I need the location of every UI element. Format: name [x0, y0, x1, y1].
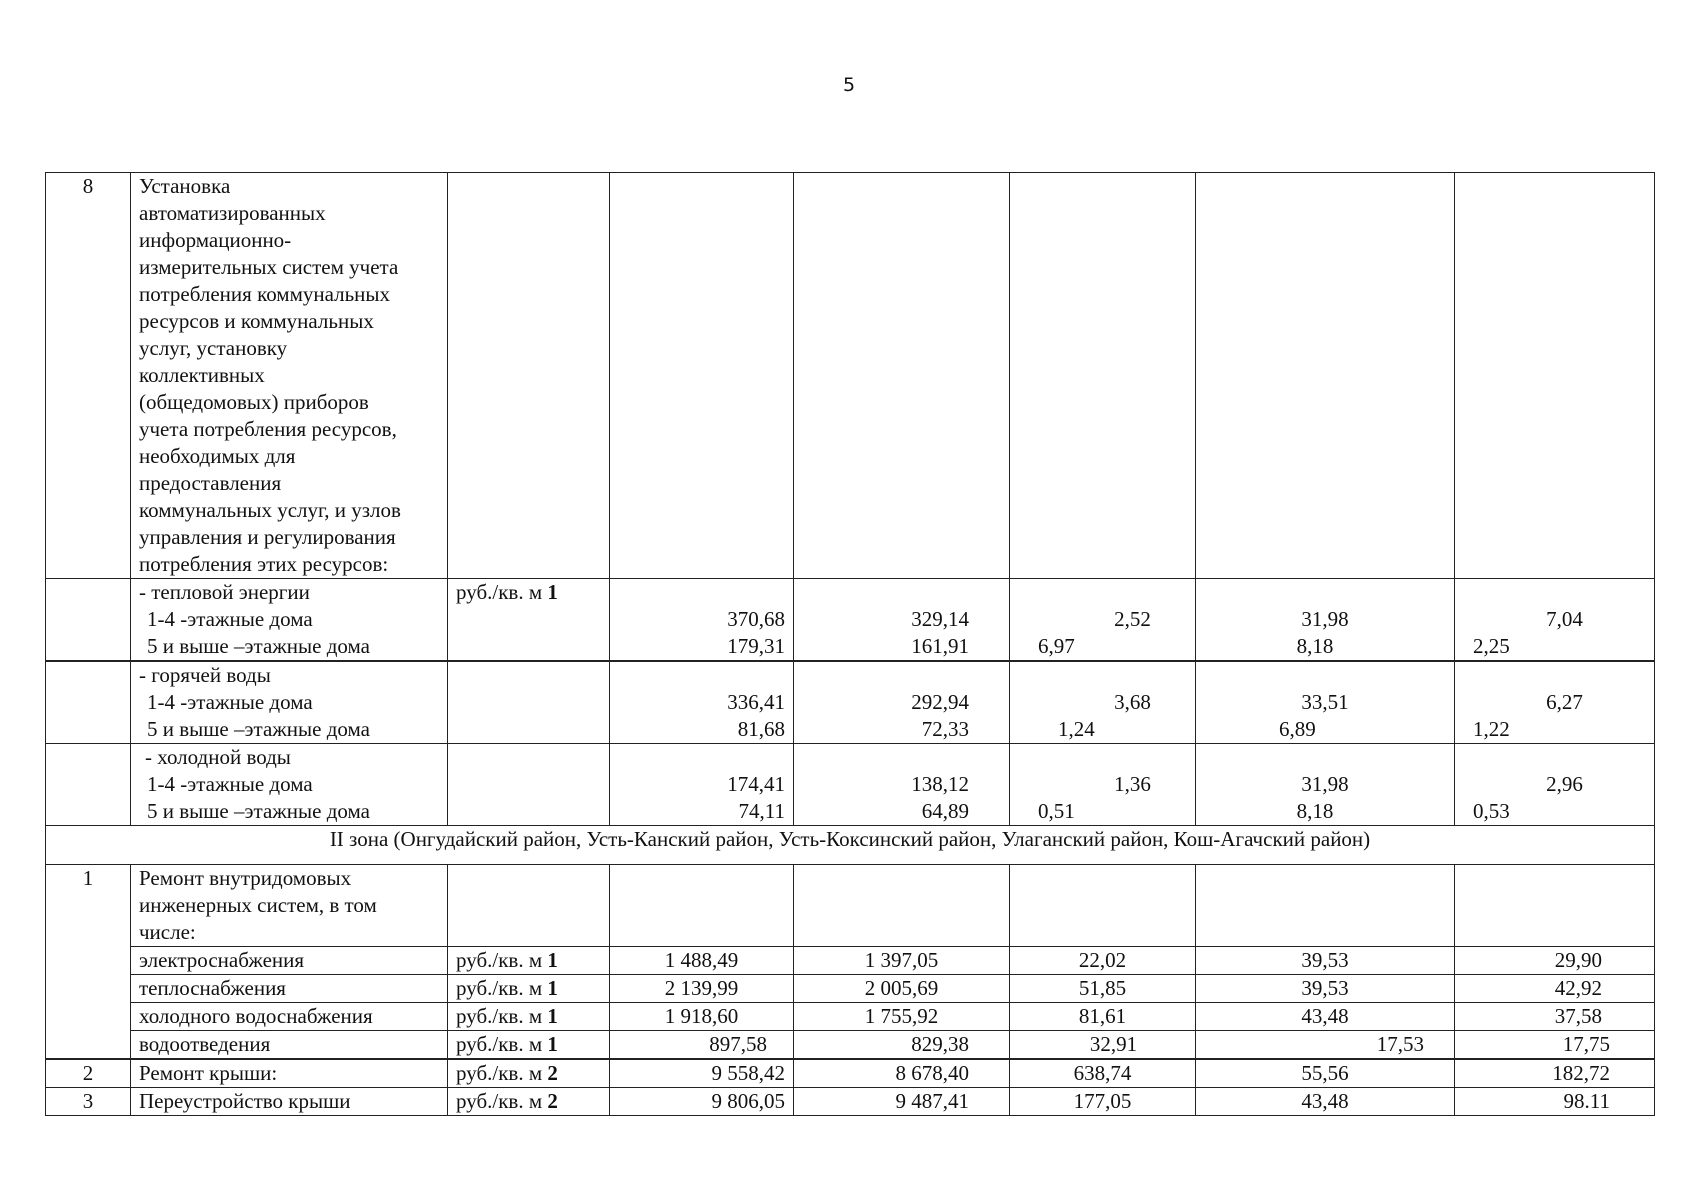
section-1-header-row: [46, 865, 1655, 947]
row-number: 1: [46, 865, 131, 1060]
group-cold-water-row: - холодной воды 1-4 -этажные дома 5 и выше –этажные дома 174,41 74,11 138,12 64,89 1,36 0,51 31,98 8,18 2,96 0,53: [46, 744, 1655, 826]
zone-2-title: II зона (Онгудайский район, Усть-Канский район, Усть-Коксинский район, Улаганский район, Кош-Агачский район): [46, 826, 1655, 865]
section-1-title: Ремонт внутридомовых инженерных систем, в том числе:: [131, 865, 448, 947]
group-hot-water-row: - горячей воды 1-4 -этажные дома 5 и выше –этажные дома 336,41 81,68 292,94 72,33 3,68 1,24 33,51 6,89 6,27 1,22: [46, 661, 1655, 744]
table-row: электроснабжения руб./кв. м 1 1 488,49 1 397,05 22,02 39,53 29,90: [46, 947, 1655, 975]
group-heat-row: - тепловой энергии 1-4 -этажные дома 5 и выше –этажные дома руб./кв. м 1 370,68 179,31 329,14 161,91 2,52 6,97 31,98 8,18 7,04 2,25: [46, 579, 1655, 662]
section-8-title: Установка автоматизированных информационно- измерительных систем учета потребления коммунальных ресурсов и коммунальных услуг, установку коллективных (общедомовых) приборов учета потребления ресурсов, необходимых для предоставления коммунальных услуг, и узлов управления и регулирования потребления этих ресурсов:: [131, 173, 448, 579]
table-row: холодного водоснабжения руб./кв. м 1 1 918,60 1 755,92 81,61 43,48 37,58: [46, 1003, 1655, 1031]
section-3-row: 3 Переустройство крыши руб./кв. м 2 9 806,05 9 487,41 177,05 43,48 98.11: [46, 1088, 1655, 1116]
table-row: водоотведения руб./кв. м 1 897,58 829,38 32,91 17,53 17,75: [46, 1031, 1655, 1060]
unit-cell: руб./кв. м 1: [448, 579, 610, 662]
page-number: 5: [842, 74, 856, 96]
section-8-header-row: [46, 173, 1655, 579]
zone-2-row: [46, 826, 1655, 865]
section-2-row: 2 Ремонт крыши: руб./кв. м 2 9 558,42 8 678,40 638,74 55,56 182,72: [46, 1059, 1655, 1088]
rates-table: [45, 172, 1655, 1116]
group-label: - тепловой энергии 1-4 -этажные дома 5 и выше –этажные дома: [131, 579, 448, 662]
group-label: - холодной воды 1-4 -этажные дома 5 и выше –этажные дома: [131, 744, 448, 826]
table-row: теплоснабжения руб./кв. м 1 2 139,99 2 005,69 51,85 39,53 42,92: [46, 975, 1655, 1003]
group-label: - горячей воды 1-4 -этажные дома 5 и выше –этажные дома: [131, 661, 448, 744]
row-number: 8: [46, 173, 131, 579]
